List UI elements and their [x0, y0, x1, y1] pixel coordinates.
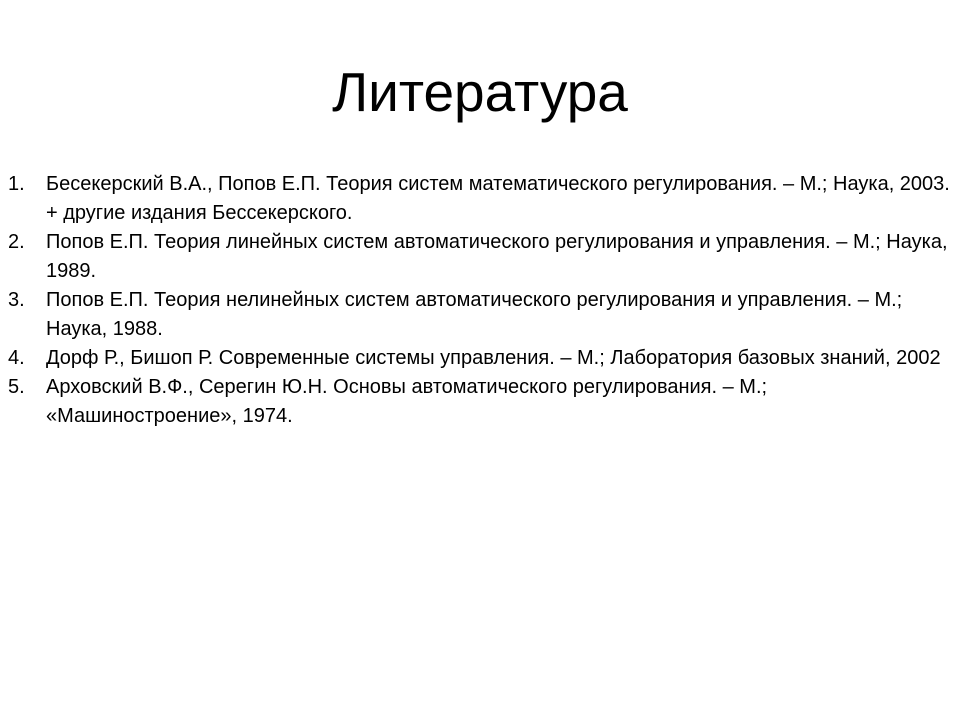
reference-text: Дорф Р., Бишоп Р. Современные системы управления. – М.; Лаборатория базовых знаний, 2002 [46, 347, 941, 369]
reference-number: 1. [8, 173, 25, 195]
reference-item [8, 286, 953, 344]
reference-text: Попов Е.П. Теория линейных систем автоматического регулирования и управления. – М.; Наука, 1989. [46, 231, 948, 282]
reference-text: Попов Е.П. Теория нелинейных систем автоматического регулирования и управления. – М.; Наука, 1988. [46, 289, 903, 340]
reference-number: 2. [8, 231, 25, 253]
reference-number: 4. [8, 347, 25, 369]
reference-item [8, 228, 953, 286]
reference-item [8, 170, 953, 228]
slide-title: Литература [332, 61, 628, 123]
reference-number: 3. [8, 289, 25, 311]
reference-text: Бесекерский В.А., Попов Е.П. Теория систем математического регулирования. – М.; Наука, 2003. + другие издания Бессекерского. [46, 173, 950, 224]
reference-text: Арховский В.Ф., Серегин Ю.Н. Основы автоматического регулирования. – М.; «Машиностроение», 1974. [46, 376, 768, 427]
reference-list [8, 170, 953, 431]
reference-item [8, 344, 953, 373]
reference-number: 5. [8, 376, 25, 398]
reference-item [8, 373, 953, 431]
